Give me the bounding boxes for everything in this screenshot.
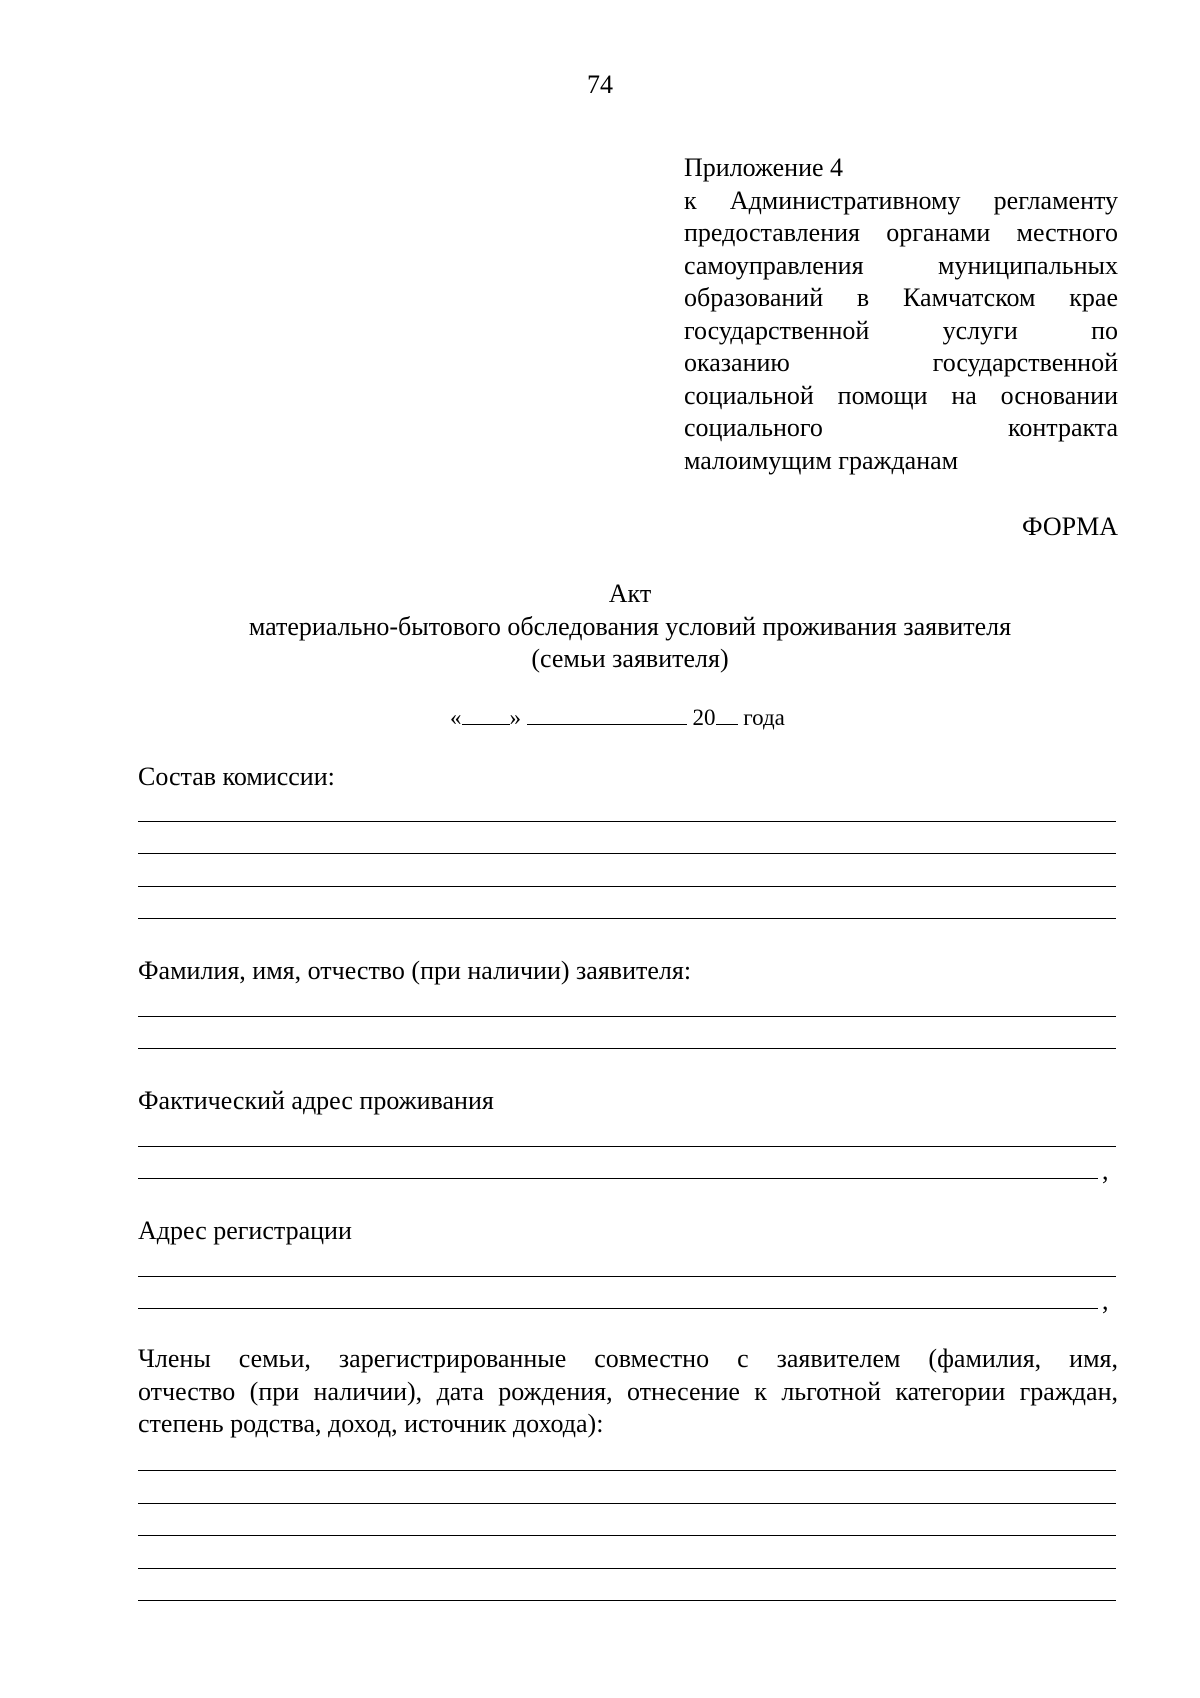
family-members-label [138, 1343, 1118, 1441]
commission-fill-line[interactable] [138, 918, 1116, 919]
comma-mark: , [1102, 1156, 1109, 1185]
registration-address-fill-line[interactable] [138, 1276, 1116, 1277]
commission-fill-line[interactable] [138, 886, 1116, 887]
commission-fill-line[interactable] [138, 853, 1116, 854]
act-subtitle-line: материально-бытового обследования условий проживания заявителя [248, 611, 1012, 641]
act-subtitle-line: (семьи заявителя) [531, 644, 729, 673]
registration-address-label: Адрес регистрации [138, 1216, 352, 1245]
year-suffix: года [743, 705, 785, 730]
applicant-name-label: Фамилия, имя, отчество (при наличии) заявителя: [138, 956, 692, 985]
appendix-line: социального контракта [684, 413, 1118, 442]
form-label: ФОРМА [1022, 512, 1118, 541]
page-number: 74 [587, 70, 613, 99]
registration-address-fill-line[interactable] [138, 1308, 1098, 1309]
family-members-line: степень родства, доход, источник дохода): [138, 1409, 604, 1438]
commission-fill-line[interactable] [138, 821, 1116, 822]
day-blank[interactable] [462, 702, 510, 725]
appendix-line: оказанию государственной [684, 348, 1118, 377]
family-members-fill-line[interactable] [138, 1568, 1116, 1569]
act-title-line: Акт [608, 579, 652, 608]
date-close-quote: » [509, 705, 521, 730]
family-members-fill-line[interactable] [138, 1600, 1116, 1601]
comma-mark: , [1102, 1286, 1109, 1315]
appendix-line: образований в Камчатском крае [684, 283, 1118, 312]
actual-address-fill-line[interactable] [138, 1178, 1098, 1179]
year-prefix: 20 [692, 705, 716, 730]
month-blank[interactable] [527, 702, 687, 725]
appendix-line: малоимущим гражданам [684, 445, 959, 475]
applicant-name-fill-line[interactable] [138, 1016, 1116, 1017]
applicant-name-fill-line[interactable] [138, 1048, 1116, 1049]
act-title [0, 578, 1200, 676]
appendix-line: социальной помощи на основании [684, 380, 1118, 410]
family-members-line: отчество (при наличии), дата рождения, отнесение к льготной категории граждан, [138, 1376, 1118, 1406]
family-members-fill-line[interactable] [138, 1470, 1116, 1471]
actual-address-label: Фактический адрес проживания [138, 1086, 494, 1115]
date-field [450, 702, 785, 733]
date-open-quote: « [450, 705, 462, 730]
appendix-line: предоставления органами местного [684, 218, 1118, 247]
appendix-line: государственной услуги по [684, 315, 1118, 345]
family-members-fill-line[interactable] [138, 1535, 1116, 1536]
actual-address-fill-line[interactable] [138, 1146, 1116, 1147]
year-blank[interactable] [716, 702, 738, 725]
family-members-fill-line[interactable] [138, 1503, 1116, 1504]
family-members-line: Члены семьи, зарегистрированные совместно с заявителем (фамилия, имя, [138, 1344, 1118, 1373]
appendix-line: самоуправления муниципальных [684, 250, 1118, 280]
appendix-title: Приложение 4 [684, 153, 844, 182]
appendix-line: к Административному регламенту [684, 185, 1118, 215]
commission-label: Состав комиссии: [138, 762, 335, 791]
appendix-header [684, 152, 1118, 477]
